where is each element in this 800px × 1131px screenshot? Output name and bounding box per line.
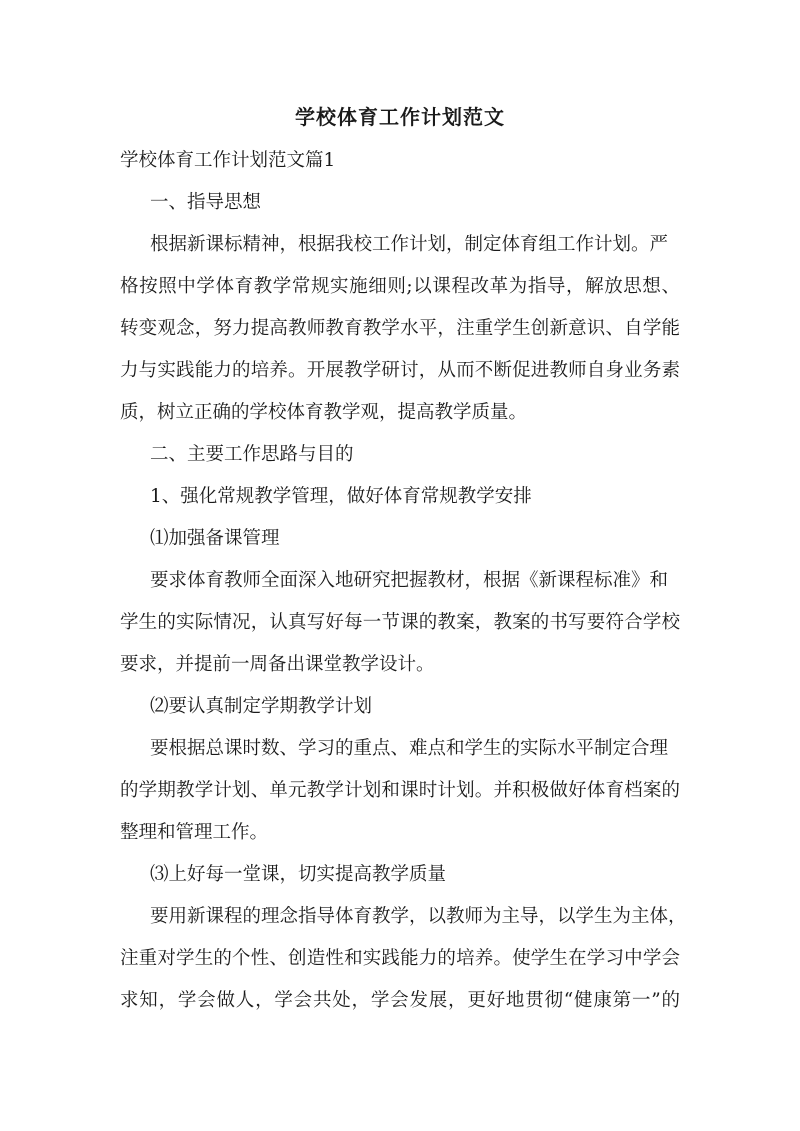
paragraph-line: 要求体育教师全面深入地研究把握教材，根据《新课程标准》和 (150, 570, 669, 591)
heading-main-ideas: 二、主要工作思路与目的 (150, 444, 354, 465)
paragraph-line: 要用新课程的理念指导体育教学，以教师为主导，以学生为主体， (150, 906, 687, 927)
item-teaching-plan: ⑵要认真制定学期教学计划 (150, 696, 373, 717)
subheading-routine-teaching: 1、强化常规教学管理，做好体育常规教学安排 (150, 486, 532, 507)
item-lesson-preparation: ⑴加强备课管理 (150, 528, 280, 549)
heading-guiding-ideology: 一、指导思想 (150, 192, 262, 213)
paragraph-line: 求知，学会做人，学会共处，学会发展，更好地贯彻“健康第一”的 (120, 990, 680, 1011)
paragraph-line: 根据新课标精神，根据我校工作计划，制定体育组工作计划。严 (150, 234, 669, 255)
paragraph-line: 要求，并提前一周备出课堂教学设计。 (120, 654, 435, 675)
item-teaching-quality: ⑶上好每一堂课，切实提高教学质量 (150, 864, 447, 885)
paragraph-line: 质，树立正确的学校体育教学观，提高教学质量。 (120, 402, 528, 423)
section-heading: 学校体育工作计划范文篇1 (120, 150, 336, 171)
paragraph-line: 整理和管理工作。 (120, 822, 269, 843)
paragraph-line: 力与实践能力的培养。开展教学研讨，从而不断促进教师自身业务素 (120, 360, 680, 381)
paragraph-line: 注重对学生的个性、创造性和实践能力的培养。使学生在学习中学会 (120, 948, 680, 969)
paragraph-line: 格按照中学体育教学常规实施细则;以课程改革为指导，解放思想、 (120, 276, 680, 297)
paragraph-line: 的学期教学计划、单元教学计划和课时计划。并积极做好体育档案的 (120, 780, 680, 801)
paragraph-line: 要根据总课时数、学习的重点、难点和学生的实际水平制定合理 (150, 738, 669, 759)
document-title: 学校体育工作计划范文 (295, 105, 505, 129)
paragraph-line: 学生的实际情况，认真写好每一节课的教案，教案的书写要符合学校 (120, 612, 680, 633)
paragraph-line: 转变观念，努力提高教师教育教学水平，注重学生创新意识、自学能 (120, 318, 680, 339)
